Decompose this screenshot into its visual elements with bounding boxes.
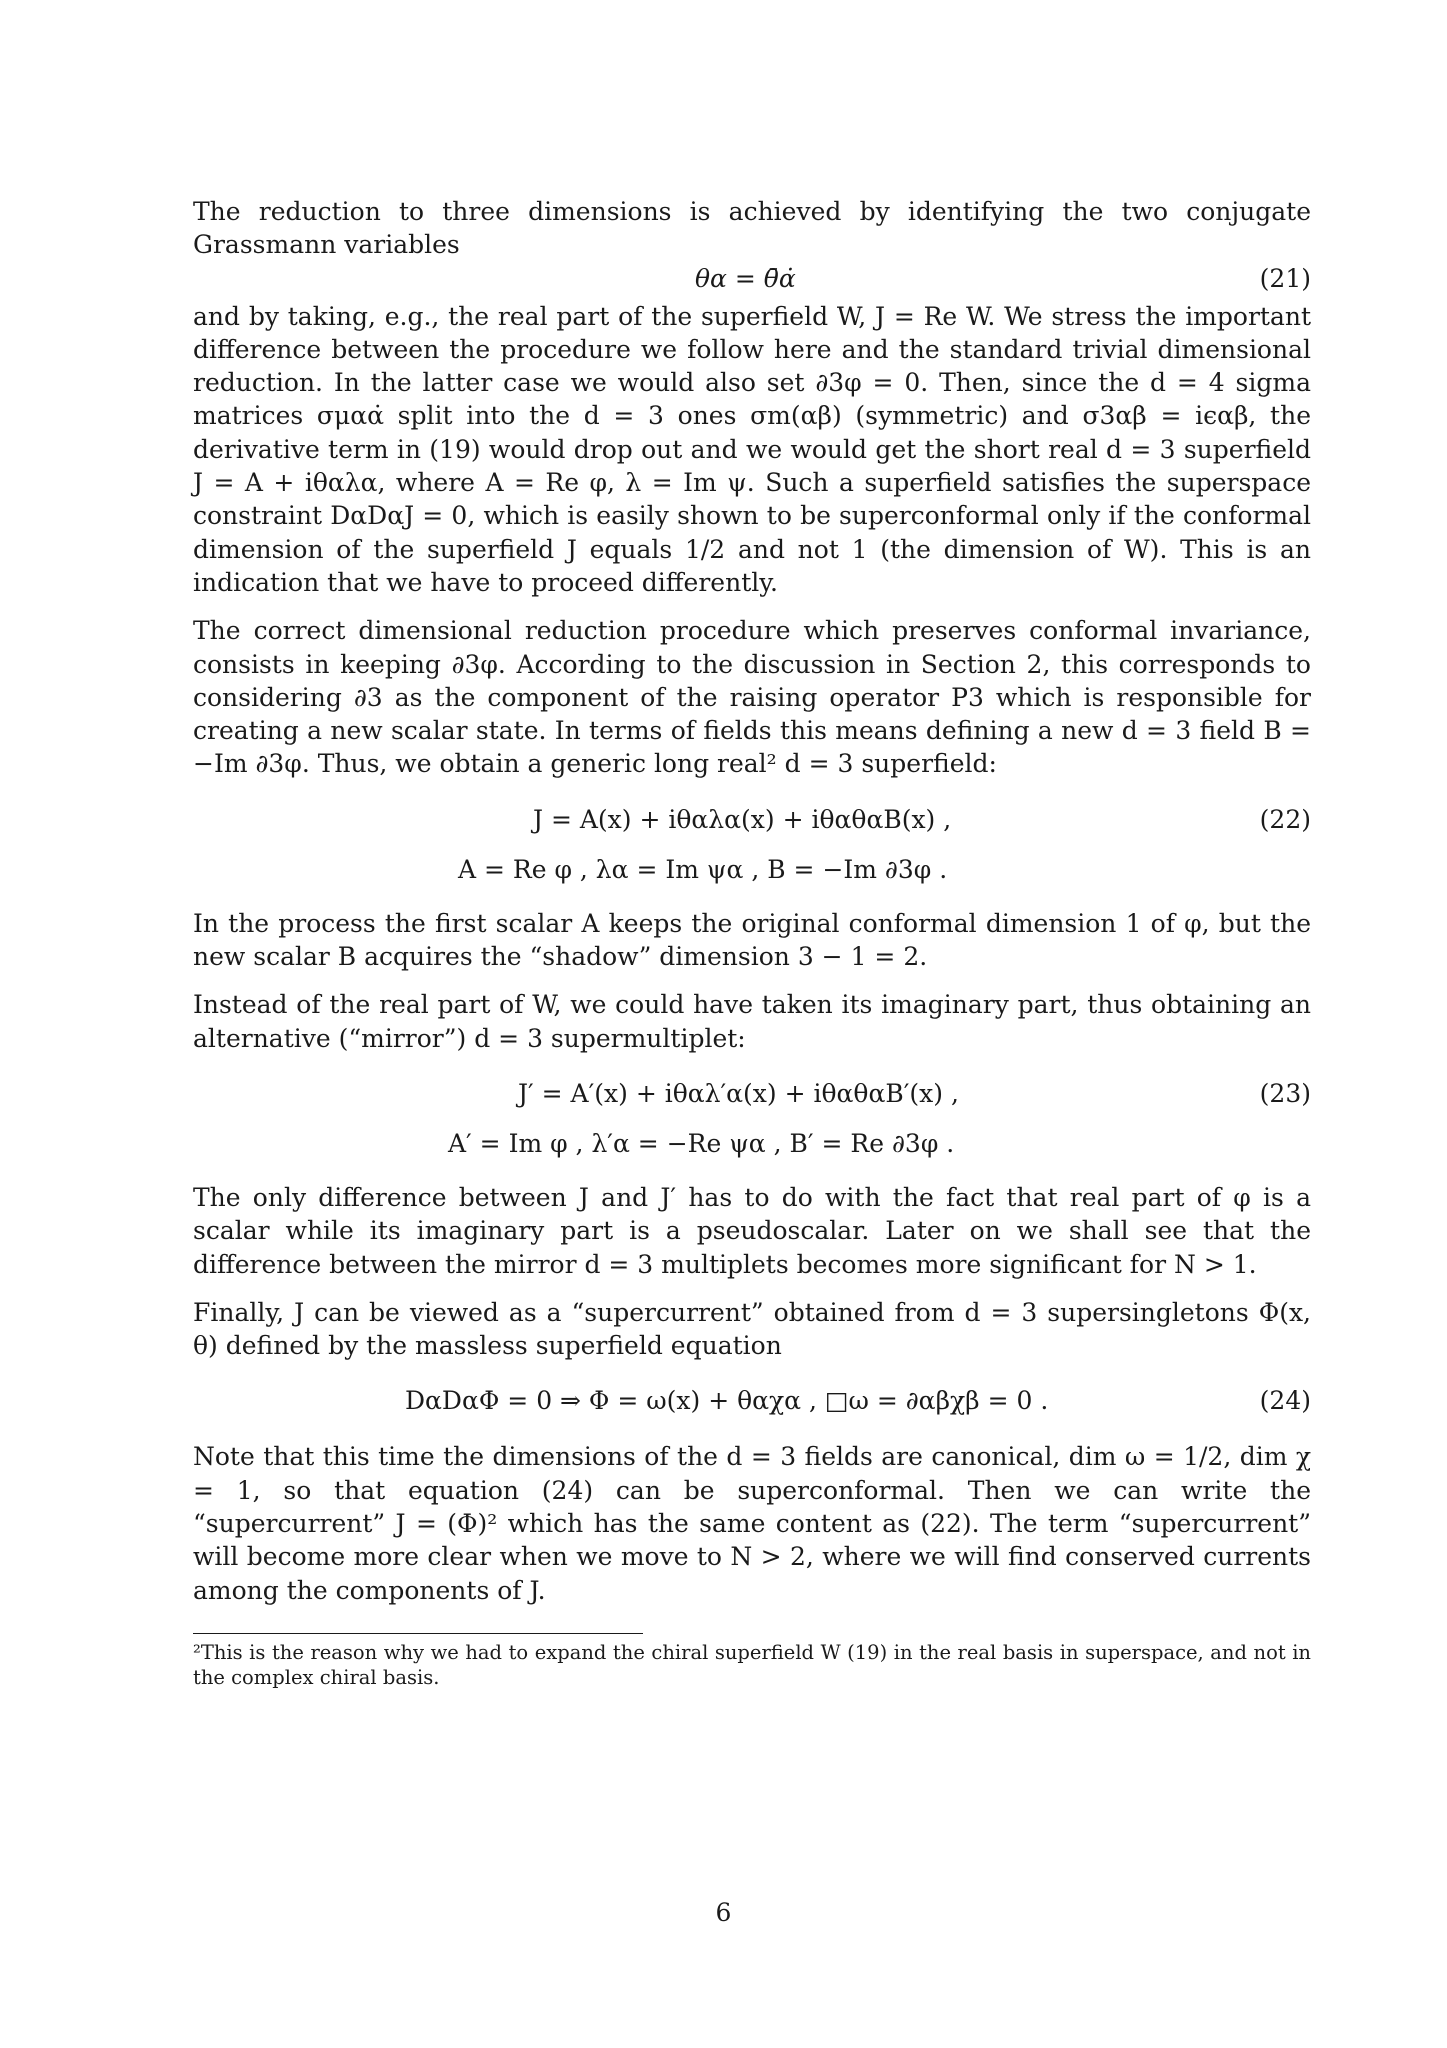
paragraph-6: The only difference between J and J′ has to do with the fact that real part of φ is a scalar while its imaginary part is a pseudoscalar. Later on we shall see that the difference between the mirror d = 3 multiplets becomes more significant for N > 1. <box>193 1182 1311 1279</box>
paragraph-4: In the process the first scalar A keeps the original conformal dimension 1 of φ, but the new scalar B acquires the “shadow” dimension 3 − 1 = 2. <box>193 908 1311 972</box>
equation-22-line-2: A = Re φ , λα = Im ψα , B = −Im ∂3φ . <box>458 854 948 884</box>
footnote-2: ²This is the reason why we had to expand the chiral superfield W (19) in the real basis in superspace, and not in the complex chiral basis. <box>193 1640 1311 1689</box>
equation-22-number: (22) <box>1259 804 1311 834</box>
equation-24 <box>193 1362 1311 1440</box>
equation-23-line-2: A′ = Im φ , λ′α = −Re ψα , B′ = Re ∂3φ . <box>448 1128 955 1158</box>
page-body <box>193 195 1311 1690</box>
equation-21 <box>193 262 1311 300</box>
equation-23-line-1: J′ = A′(x) + iθαλ′α(x) + iθαθαB′(x) , <box>518 1078 959 1108</box>
paragraph-5: Instead of the real part of W, we could have taken its imaginary part, thus obtaining an alternative (“mirror”) d = 3 supermultiplet: <box>193 990 1311 1053</box>
equation-22-line-1: J = A(x) + iθαλα(x) + iθαθαB(x) , <box>533 804 952 834</box>
equation-21-body: θα = θ̄α̇ <box>695 263 796 293</box>
page-number: 6 <box>715 1898 732 1927</box>
equation-21-number: (21) <box>1259 263 1311 293</box>
equation-23 <box>193 1069 1311 1181</box>
equation-24-number: (24) <box>1259 1386 1311 1416</box>
equation-22 <box>193 795 1311 907</box>
equation-23-number: (23) <box>1259 1078 1311 1108</box>
paragraph-7: Finally, J can be viewed as a “supercurrent” obtained from d = 3 supersingletons Φ(x, θ) defined by the massless superfield equation <box>193 1297 1311 1361</box>
paragraph-1: The reduction to three dimensions is achieved by identifying the two conjugate Grassmann variables <box>193 197 1311 260</box>
equation-24-body: DαDαΦ = 0 ⇒ Φ = ω(x) + θαχα , □ω = ∂αβχβ = 0 . <box>405 1386 1049 1416</box>
paragraph-2: and by taking, e.g., the real part of the superfield W, J = Re W. We stress the important difference between the procedure we follow here and the standard trivial dimensional reduction. In the latter case we would also set ∂3φ = 0. Then, since the d = 4 sigma matrices σμαα̇ split into the d = 3 ones σm(αβ) (symmetric) and σ3αβ = iϵαβ, the derivative term in (19) would drop out and we would get the short real d = 3 superfield J = A + iθαλα, where A = Re φ, λ = Im ψ. Such a superfield satisfies the superspace constraint DαDαJ = 0, which is easily shown to be superconformal only if the conformal dimension of the superfield J equals 1/2 and not 1 (the dimension of W). This is an indication that we have to proceed differently. <box>193 301 1311 597</box>
footnote-rule <box>193 1633 643 1634</box>
paragraph-3: The correct dimensional reduction procedure which preserves conformal invariance, consists in keeping ∂3φ. According to the discussion in Section 2, this corresponds to considering ∂3 as the component of the raising operator P3 which is responsible for creating a new scalar state. In terms of fields this means defining a new d = 3 field B = −Im ∂3φ. Thus, we obtain a generic long real² d = 3 superfield: <box>193 616 1311 779</box>
paragraph-8: Note that this time the dimensions of the d = 3 fields are canonical, dim ω = 1/2, dim χ = 1, so that equation (24) can be superconformal. Then we can write the “supercurrent” J = (Φ)² which has the same content as (22). The term “supercurrent” will become more clear when we move to N > 2, where we will find conserved currents among the components of J. <box>193 1442 1311 1605</box>
